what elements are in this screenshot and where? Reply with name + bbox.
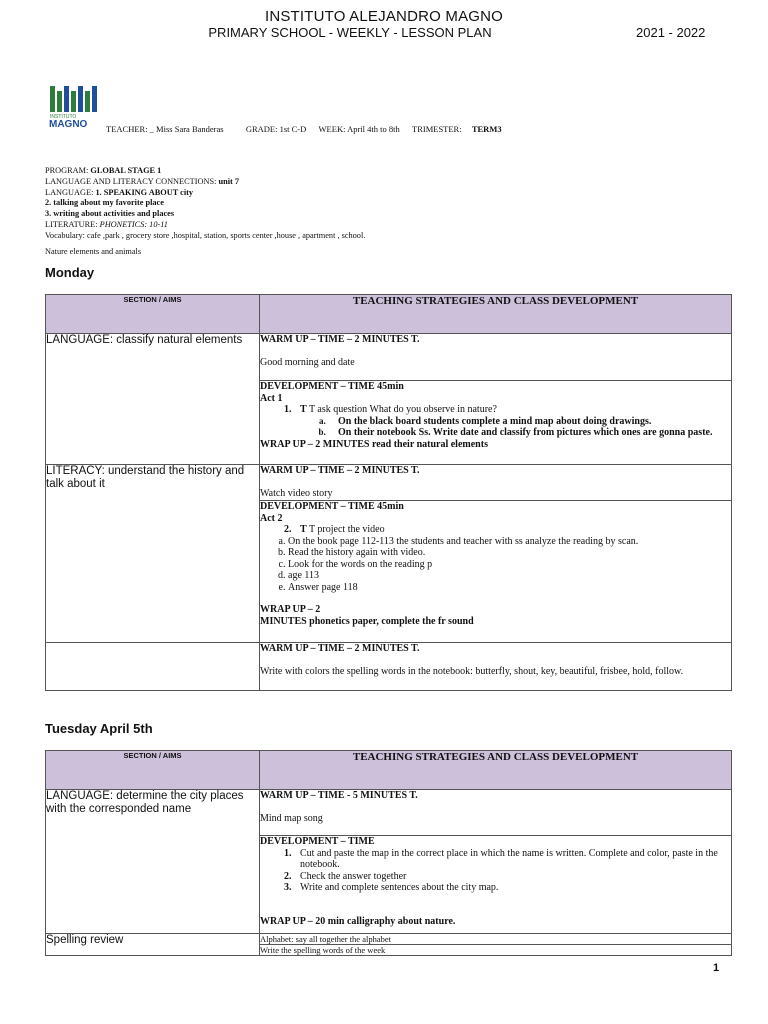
- logo-text-main: MAGNO: [49, 119, 88, 130]
- list-item: a. On the black board students complete a mind map about doing drawings.: [328, 416, 731, 428]
- list-item: T ask question What do you observe in nature?: [309, 404, 497, 415]
- list-item: T project the video: [309, 524, 385, 535]
- list-item: 2. Check the answer together: [294, 871, 731, 883]
- list-item: 1. Cut and paste the map in the correct place in which the name is written. Complete and color, paste in the notebook.: [294, 848, 731, 871]
- warmup-text: Write with colors the spelling words in the notebook: butterfly, shout, key, beautiful, frisbee, hold, follow.: [260, 665, 684, 677]
- list-item: 3. Write and complete sentences about the city map.: [294, 882, 731, 894]
- vocabulary-line: Vocabulary: cafe ,park , grocery store ,hospital, station, sports center ,house , apartment , school.: [45, 230, 366, 240]
- program-label: PROGRAM:: [45, 166, 89, 175]
- strategies-header: TEACHING STRATEGIES AND CLASS DEVELOPMENT: [260, 295, 732, 334]
- warmup-text: Watch video story: [260, 487, 333, 499]
- development-title: DEVELOPMENT – TIME 45min: [260, 381, 404, 392]
- section-aims-header: SECTION / AIMS: [46, 295, 260, 334]
- connections-value: unit 7: [218, 176, 239, 186]
- tuesday-warmup-1: [260, 790, 732, 836]
- school-logo: [46, 83, 104, 133]
- teacher-info-line: [106, 124, 502, 134]
- trimester-label: TRIMESTER:: [412, 124, 462, 134]
- section-aims-header: SECTION / AIMS: [46, 751, 260, 790]
- strategies-header: TEACHING STRATEGIES AND CLASS DEVELOPMENT: [260, 751, 732, 790]
- plan-subtitle: PRIMARY SCHOOL - WEEKLY - LESSON PLAN: [208, 25, 492, 40]
- nature-line: Nature elements and animals: [45, 247, 142, 256]
- wrapup-title: WRAP UP – 20 min calligraphy about nature.: [260, 915, 456, 927]
- school-title: INSTITUTO ALEJANDRO MAGNO: [264, 8, 504, 25]
- tuesday-table: [45, 750, 732, 956]
- teacher-name: TEACHER: _ Miss Sara Banderas: [106, 124, 224, 134]
- list-item: d. age 113: [288, 570, 731, 582]
- warmup-text: Good morning and date: [260, 356, 355, 368]
- development-title: DEVELOPMENT – TIME: [260, 836, 375, 847]
- tuesday-aim-language: LANGUAGE: determine the city places with the corresponded name: [46, 790, 260, 934]
- program-line-3: 3. writing about activities and places: [45, 209, 175, 219]
- tuesday-aim-spelling: Spelling review: [46, 934, 260, 956]
- trimester-value: TERM3: [471, 124, 502, 134]
- warmup-title: WARM UP – TIME – 2 MINUTES T.: [260, 334, 420, 345]
- literature-label: LITERATURE:: [45, 219, 98, 229]
- wrapup-title: WRAP UP – 2 MINUTES read their natural elements: [260, 438, 488, 450]
- warmup-title: WARM UP – TIME – 2 MINUTES T.: [260, 465, 420, 476]
- list-item: b. Read the history again with video.: [288, 547, 731, 559]
- week-info: WEEK: April 4th to 8th: [318, 124, 400, 134]
- page-number: 1: [713, 962, 720, 974]
- list-item: e. Answer page 118: [288, 582, 731, 594]
- spelling-line-2: Write the spelling words of the week: [260, 945, 732, 956]
- list-item: b. On their notebook Ss. Write date and classify from pictures which ones are gonna paste.: [328, 427, 731, 439]
- school-year: 2021 - 2022: [636, 25, 706, 40]
- monday-aim-empty: [46, 643, 260, 691]
- literature-value: PHONETICS: 10-11: [99, 219, 168, 229]
- list-item: c. Look for the words on the reading p: [288, 559, 731, 571]
- warmup-text: Mind map song: [260, 812, 323, 824]
- grade-info: GRADE: 1st C-D: [245, 124, 307, 134]
- monday-heading: Monday: [45, 265, 95, 280]
- list-item: a. On the book page 112-113 the students and teacher with ss analyze the reading by scan.: [288, 536, 731, 548]
- language-label: LANGUAGE:: [45, 187, 94, 197]
- logo-text-top: INSTITUTO: [50, 114, 77, 120]
- monday-development-1: DEVELOPMENT – TIME 45min Act 1 1. T T ask question What do you observe in nature? a. On the black board students complete a mind map about doing drawings. b. On their notebook Ss. Write date and classify from pictures which ones are gonna paste. WRAP UP – 2 MINUTES read their natural elements: [260, 381, 732, 465]
- activity-label: Act 1: [260, 392, 283, 404]
- monday-development-2: DEVELOPMENT – TIME 45min Act 2 2. T T project the video a. On the book page 112-113 the students and teacher with ss analyze the reading by scan. b. Read the history again with video. c. Look for the words on the reading p d. age 113 e. Answer page 118 WRAP UP – 2 MINUTES phonetics paper, complete the fr sound: [260, 501, 732, 643]
- activity-label: Act 2: [260, 512, 283, 524]
- connections-label: LANGUAGE AND LITERACY CONNECTIONS:: [45, 176, 217, 186]
- wrapup-text: MINUTES phonetics paper, complete the fr sound: [260, 615, 474, 627]
- warmup-title: WARM UP – TIME – 2 MINUTES T.: [260, 643, 420, 654]
- program-info: [45, 166, 365, 242]
- monday-warmup-3: [260, 643, 732, 691]
- monday-warmup-1: [260, 334, 732, 381]
- language-value: 1. SPEAKING ABOUT city: [95, 187, 194, 197]
- monday-aim-language: LANGUAGE: classify natural elements: [46, 334, 260, 465]
- program-value: GLOBAL STAGE 1: [90, 166, 162, 175]
- wrapup-title: WRAP UP – 2: [260, 604, 321, 615]
- monday-table: [45, 294, 732, 691]
- development-title: DEVELOPMENT – TIME 45min: [260, 501, 404, 512]
- program-line-2: 2. talking about my favorite place: [45, 198, 164, 208]
- tuesday-development-1: [260, 836, 732, 934]
- warmup-title: WARM UP – TIME - 5 MINUTES T.: [260, 790, 418, 801]
- monday-warmup-2: [260, 465, 732, 501]
- tuesday-heading: Tuesday April 5th: [45, 721, 153, 736]
- monday-aim-literacy: LITERACY: understand the history and talk about it: [46, 465, 260, 643]
- spelling-line-1: Alphabet: say all together the alphabet: [260, 934, 732, 945]
